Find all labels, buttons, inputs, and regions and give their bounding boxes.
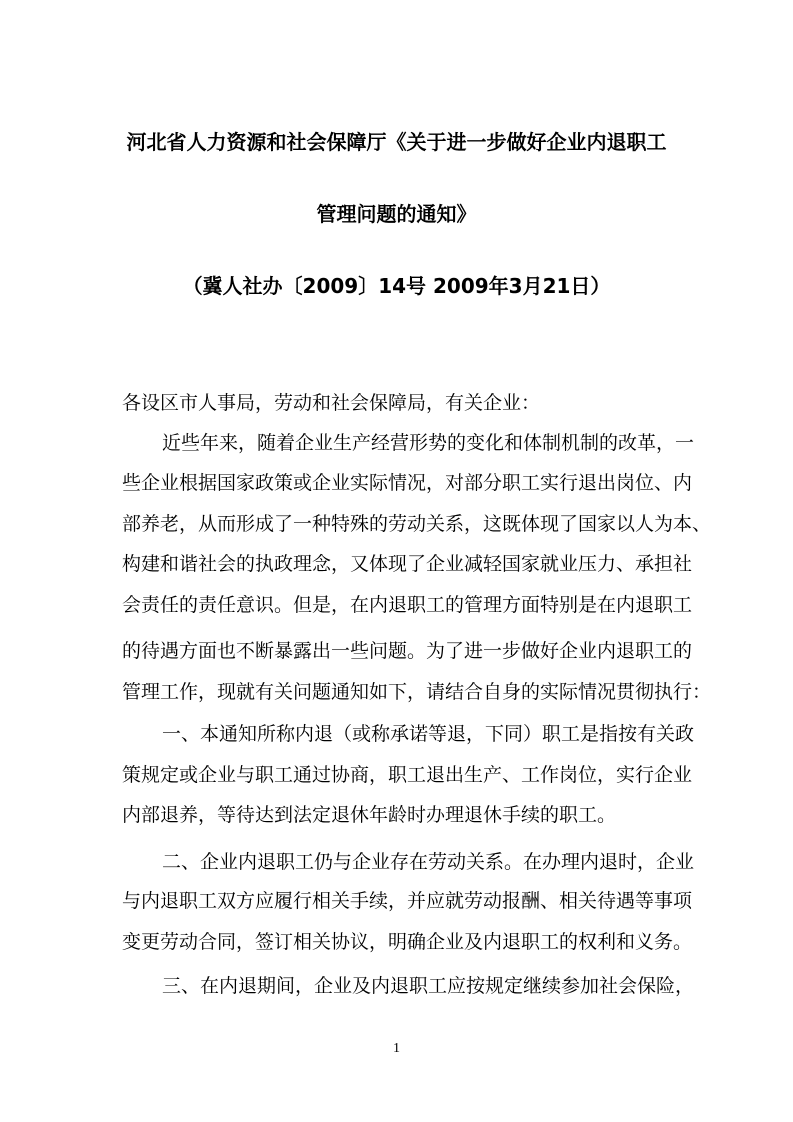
paragraph-line: 二、企业内退职工仍与企业存在劳动关系。在办理内退时，企业 (162, 851, 695, 873)
page-number: 1 (393, 1041, 400, 1056)
paragraph-line: 变更劳动合同，签订相关协议，明确企业及内退职工的权利和义务。 (122, 931, 693, 953)
document-number: （冀人社办〔2009〕14号 2009年3月21日） (182, 274, 611, 298)
paragraph-line: 策规定或企业与职工通过协商，职工退出生产、工作岗位，实行企业 (122, 764, 693, 786)
paragraph-line: 管理工作，现就有关问题通知如下，请结合自身的实际情况贯彻执行： (122, 681, 712, 703)
paragraph-line: 些企业根据国家政策或企业实际情况，对部分职工实行退出岗位、内 (122, 472, 693, 494)
document-title-line-2: 管理问题的通知》 (316, 202, 477, 226)
paragraph-line: 部养老，从而形成了一种特殊的劳动关系，这既体现了国家以人为本、 (122, 513, 712, 535)
paragraph-line: 会责任的责任意识。但是，在内退职工的管理方面特别是在内退职工 (122, 594, 693, 616)
paragraph-line: 的待遇方面也不断暴露出一些问题。为了进一步做好企业内退职工的 (122, 640, 693, 662)
document-title-line-1: 河北省人力资源和社会保障厅《关于进一步做好企业内退职工 (126, 130, 667, 154)
salutation: 各设区市人事局，劳动和社会保障局，有关企业： (122, 392, 541, 414)
paragraph-line: 构建和谐社会的执政理念，又体现了企业减轻国家就业压力、承担社 (122, 553, 693, 575)
paragraph-line: 内部退养，等待达到法定退休年龄时办理退休手续的职工。 (122, 804, 617, 826)
paragraph-line: 近些年来，随着企业生产经营形势的变化和体制机制的改革，一 (162, 432, 695, 454)
paragraph-line: 三、在内退期间，企业及内退职工应按规定继续参加社会保险， (162, 975, 695, 997)
paragraph-line: 一、本通知所称内退（或称承诺等退，下同）职工是指按有关政 (162, 723, 695, 745)
paragraph-line: 与内退职工双方应履行相关手续，并应就劳动报酬、相关待遇等事项 (122, 890, 693, 912)
